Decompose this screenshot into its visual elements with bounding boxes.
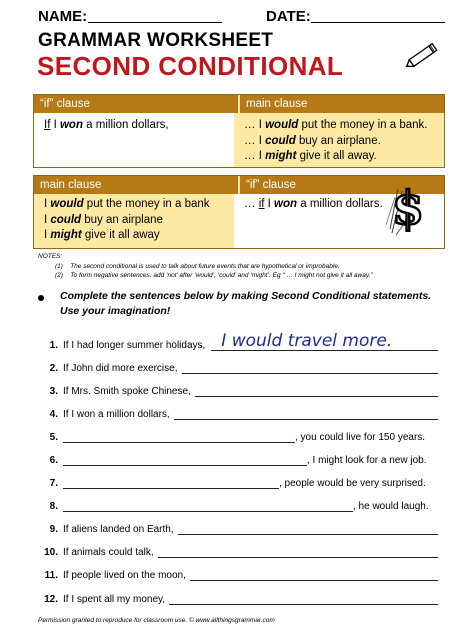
answer-field[interactable] <box>190 570 438 581</box>
notes-title: NOTES: <box>38 253 63 260</box>
column-header: “if” clause <box>40 98 90 110</box>
question-number: 3. <box>49 386 58 397</box>
answer-field[interactable] <box>63 455 307 466</box>
question-row <box>38 521 438 535</box>
name-field[interactable] <box>88 8 222 23</box>
name-label: NAME: <box>38 8 88 25</box>
question-number: 1. <box>49 340 58 351</box>
question-number: 11. <box>44 570 58 581</box>
example-line: … I could buy an airplane. <box>244 134 381 147</box>
question-number: 6. <box>49 455 58 466</box>
example-line: I could buy an airplane <box>44 213 163 226</box>
main-clause-cell <box>34 194 234 248</box>
question-number: 10. <box>44 547 58 558</box>
question-number: 8. <box>49 501 58 512</box>
question-text: , you could live for 150 years. <box>295 432 426 443</box>
question-row <box>38 591 438 605</box>
answer-field[interactable] <box>63 501 353 512</box>
question-text: If aliens landed on Earth, <box>63 524 174 535</box>
bullet-icon <box>38 295 44 301</box>
question-number: 7. <box>49 478 58 489</box>
if-clause-cell: … if I won a million dollars. <box>234 194 444 248</box>
svg-text:$: $ <box>391 181 425 235</box>
question-text: , he would laugh. <box>353 501 429 512</box>
worksheet-title: GRAMMAR WORKSHEET <box>38 30 274 51</box>
question-number: 4. <box>49 409 58 420</box>
example-line: I might give it all away <box>44 229 160 241</box>
question-row <box>38 544 438 558</box>
question-row <box>38 429 438 443</box>
question-text: If John did more exercise, <box>63 363 178 374</box>
question-number: 5. <box>49 432 58 443</box>
answer-field[interactable] <box>174 409 438 420</box>
question-text: If I had longer summer holidays, <box>63 340 206 351</box>
column-header: main clause <box>40 179 102 191</box>
note-item: (1) The second conditional is used to talk about future events that are hypothetical or improbable. <box>55 263 340 270</box>
answer-field[interactable] <box>178 524 438 535</box>
answer-field[interactable] <box>63 478 279 489</box>
example-line: I would put the money in a bank <box>44 198 210 210</box>
main-clause-cell <box>234 113 444 167</box>
column-header: main clause <box>238 95 444 113</box>
question-row <box>38 567 438 581</box>
question-text: If I spent all my money, <box>63 594 166 605</box>
question-text: , people would be very surprised. <box>279 478 426 489</box>
example-table-if-first <box>33 94 445 168</box>
instruction-text: Complete the sentences below by making Second Conditional statements. Use your imagination! <box>60 290 432 317</box>
dollar-sign-icon <box>382 177 430 237</box>
date-field[interactable] <box>311 8 445 23</box>
footer-permission: Permission granted to reproduce for classroom use. © www.allthingsgrammar.com <box>38 617 275 624</box>
if-clause-cell: If I won a million dollars, <box>34 113 234 167</box>
answer-field[interactable] <box>195 386 438 397</box>
question-row <box>38 406 438 420</box>
question-text: If animals could talk, <box>63 547 154 558</box>
question-row <box>38 383 438 397</box>
answer-field[interactable] <box>158 547 438 558</box>
date-label: DATE: <box>266 8 311 25</box>
pencil-icon <box>403 38 443 72</box>
question-row <box>38 498 438 512</box>
column-header: “if” clause <box>238 176 444 194</box>
example-line: … I might give it all away. <box>244 150 377 162</box>
question-row <box>38 360 438 374</box>
answer-field[interactable] <box>211 331 438 351</box>
answer-field[interactable] <box>169 594 438 605</box>
question-text: , I might look for a new job. <box>307 455 427 466</box>
question-number: 2. <box>49 363 58 374</box>
handwritten-answer: I would travel more. <box>221 331 393 351</box>
question-number: 9. <box>49 524 58 535</box>
question-row <box>38 475 438 489</box>
example-line: … I would put the money in a bank. <box>244 119 428 131</box>
question-row <box>38 331 438 351</box>
answer-field[interactable] <box>182 363 439 374</box>
question-text: If I won a million dollars, <box>63 409 170 420</box>
question-text: If Mrs. Smith spoke Chinese, <box>63 386 191 397</box>
topic-title: SECOND CONDITIONAL <box>37 51 344 81</box>
question-number: 12. <box>44 594 58 605</box>
answer-field[interactable] <box>63 432 295 443</box>
question-row <box>38 452 438 466</box>
note-item: (2) To form negative sentences, add ‘not’ after ‘would’, ‘could’ and ‘might’. Eg “ … I might not give it all away.” <box>55 272 373 279</box>
question-text: If people lived on the moon, <box>63 570 186 581</box>
